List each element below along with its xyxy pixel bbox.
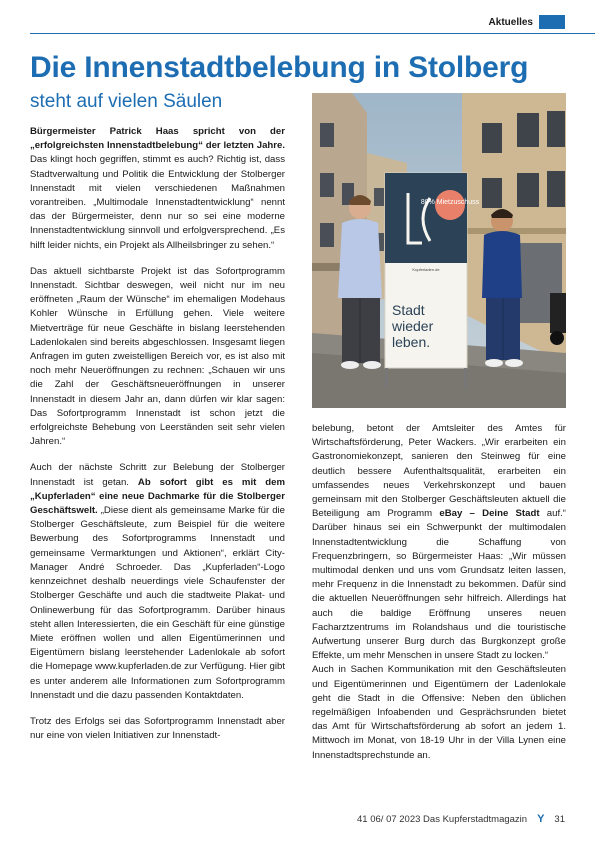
article-subtitle: steht auf vielen Säulen	[30, 91, 223, 112]
svg-text:80% Mietzuschuss: 80% Mietzuschuss	[420, 199, 480, 206]
svg-text:Stadt: Stadt	[392, 302, 425, 318]
section-color-bar	[539, 15, 565, 29]
paragraph: Trotz des Erfolgs sei das Sofortprogramm Innenstadt aber nur eine von vielen Initiativen zur Innenstadt-	[30, 715, 285, 742]
section-tag	[489, 15, 565, 29]
paragraph: Das aktuell sichtbarste Projekt ist das Sofortprogramm Innenstadt. Sichtbar deswegen, weil nicht nur im neu eröffneten „Raum der Wünsche“ im ehemaligen Modehaus Kohler Wünsche in Erfüllung gehen. Viele weitere Mietverträge für neue Geschäfte in bislang leerstehenden Ladenlokalen sind bereits abgeschlossen. Insgesamt liegen Anfragen im guten zweistelligen Bereich vor, es ist also mit noch mehr Neueröffnungen zu rechnen: „Schauen wir uns die Zahl der Geschäftsneueröffnungen in unserer Innenstadt in diesem Jahr an, dann dürfen wir klar sagen: Das Sofortprogramm Innenstadt ist schon jetzt die erfolgreichste Behebung von Leerständen seit sehr vielen Jahren.“	[30, 265, 285, 448]
paragraph: Auch der nächste Schritt zur Belebung der Stolberger Innenstadt ist getan. Ab sofort gibt es mit dem „Kupferladen“ eine neue Dachmarke für die Stolberger Geschäftswelt. „Diese dient als gemeinsame Marke für die Stolberger Geschäftsleute, zum Beispiel für die weitere Bewerbung des Sofortprogramms Innenstadt und gemeinsame Vermarktungen und Aktionen“, erklärt City-Manager André Schroeder. Das „Kupferladen“-Logo kennzeichnet deshalb neuerdings viele Schaufenster der Stolberger Geschäfte und auch die stadtweite Plakat- und Onlinewerbung für das Sofortprogramm. Darüber hinaus steht allen Interessierten, die ein Geschäft für eine günstige Miete eröffnen wollen und allen Eigentümerinnen und Eigentümern bislang leerstehender Ladenlokale ab sofort die Homepage www.kupferladen.de zur Verfügung. Hier gibt es unter anderem alle Informationen zum Sofortprogramm Innenstadt und die dazu passenden Kontaktdaten.	[30, 462, 285, 701]
paragraph: Auch in Sachen Kommunikation mit den Geschäftsleuten und Eigentümerinnen und Eigentümern der Ladenlokale geht die Stadt in die Offensive: Neben den üblichen regelmäßigen Infoabenden und Gesprächsrunden bietet das Amt für Wirtschaftsförderung ab sofort an jedem 1. Mittwoch im Monat, von 18-19 Uhr in der Villa Lynen eine Innenstadtsprechstunde an.	[312, 664, 566, 761]
svg-text:Kupferladen.de: Kupferladen.de	[412, 267, 440, 272]
svg-text:wieder: wieder	[392, 318, 434, 334]
article-photo	[312, 93, 566, 408]
magazine-logo-icon: Y	[537, 813, 545, 825]
svg-text:leben.: leben.	[392, 334, 431, 350]
text-column-left	[30, 125, 285, 755]
article-title: Die Innenstadtbelebung in Stolberg	[30, 51, 529, 84]
text-column-right	[312, 422, 566, 763]
section-label: Aktuelles	[488, 16, 533, 28]
issue-info: 41 06/ 07 2023 Das Kupferstadtmagazin	[357, 813, 528, 825]
paragraph: Bürgermeister Patrick Haas spricht von der „erfolgreichsten Innenstadtbelebung“ der letzten Jahre. Das klingt hoch gegriffen, stimmt es auch? Richtig ist, dass Stadtverwaltung und Politik die Entwicklung der Stolberger Innenstadt mit vielen verschiedenen Maßnahmen vorantreiben. „Multimodale Innenstadtentwicklung“ nennt das der Bürgermeister, denn nur so sei eine moderne Innenstadtentwicklung sinnvoll und erfolgversprechend. „Es hilft leider nichts, ein Projekt als Allheilsbringer zu sehen.“	[30, 126, 285, 251]
paragraph: belebung, betont der Amtsleiter des Amtes für Wirtschaftsförderung, Peter Wackers. „Wir erarbeiten ein Gastronomiekonzept, sanieren den Steinweg für eine deutlich bessere Aufenthaltsqualität, erarbeiten ein umfassendes neues Verkehrskonzept und bauen gemeinsam mit den Stolberger Geschäftsleuten aktuell die Beteiligung am Programm eBay – Deine Stadt auf.“ Darüber hinaus sei ein Schwerpunkt der multimodalen Innenstadtentwicklung die Schaffung von Frequenzbringern, so Bürgermeister Haas: „Wir müssen multimodal denken und uns vom Grundsatz leiten lassen, mehr Frequenz in die Innenstadt zu bekommen. Dafür sind die aktuellen Neueröffnungen sehr hilfreich. Allerdings hat auch die baldige Eröffnung unseres neuen Facharztzentrums im Rolandshaus und die touristische Aufwertung unserer Burg durch das Burgkonzept große Effekte, um mehr Menschen in unsere Stadt zu locken.“	[312, 423, 566, 662]
page-footer	[357, 813, 565, 825]
page-number: 31	[554, 813, 565, 825]
header-rule	[30, 33, 595, 34]
